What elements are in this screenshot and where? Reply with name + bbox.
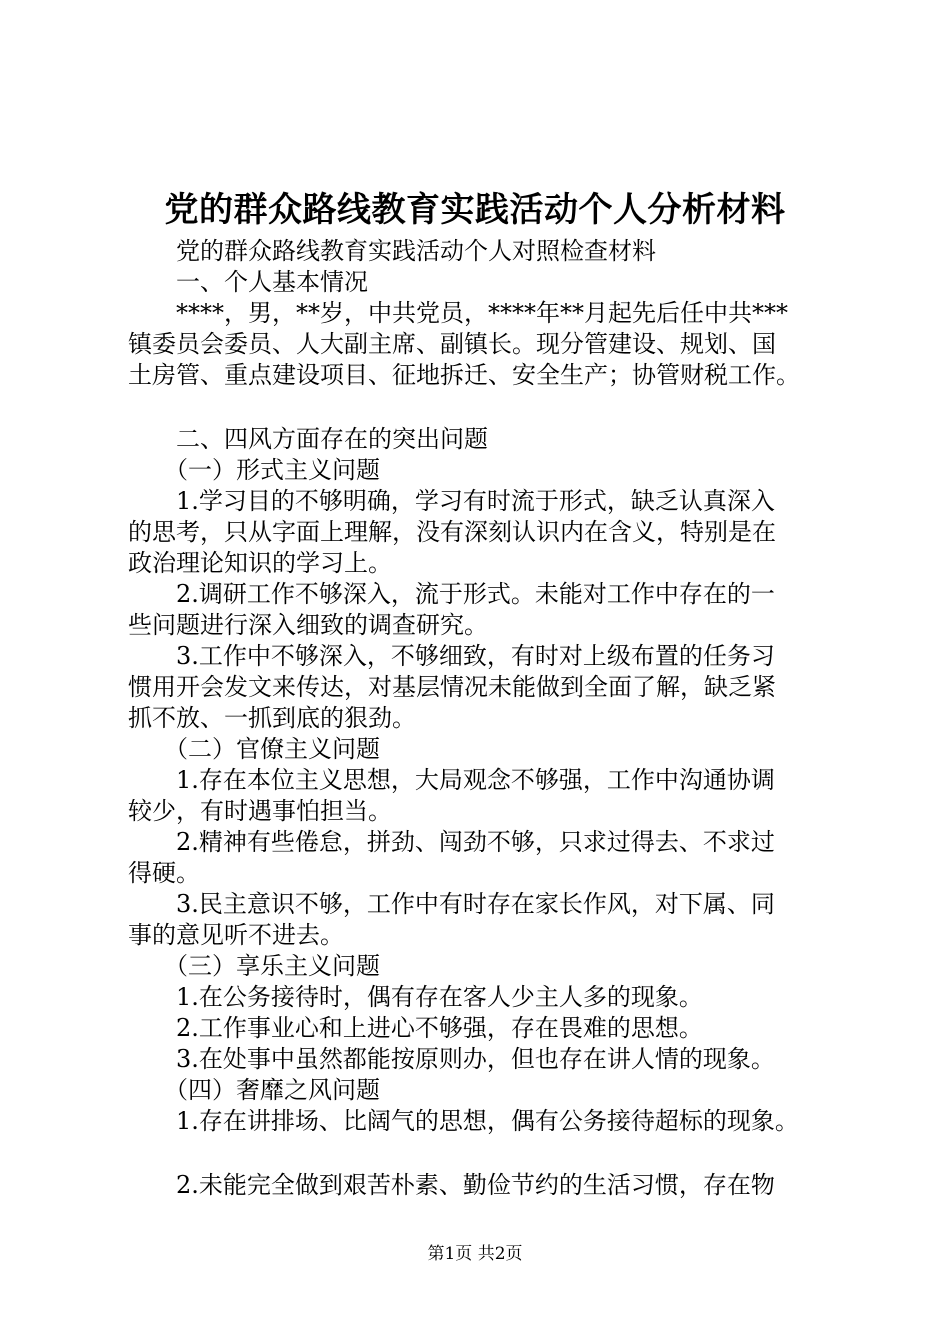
body-line: 土房管、重点建设项目、征地拆迁、安全生产；协管财税工作。 — [128, 361, 800, 389]
page-footer: 第1页 共2页 — [427, 1244, 523, 1264]
body-line: 的思考，只从字面上理解，没有深刻认识内在含义，特别是在 — [128, 518, 776, 546]
blank-line — [128, 391, 848, 424]
body-line: 1.在公务接待时，偶有存在客人少主人多的现象。 — [128, 983, 703, 1011]
body-line: 3.民主意识不够，工作中有时存在家长作风，对下属、同 — [128, 890, 775, 918]
body-line: ****，男，**岁，中共党员，****年**月起先后任中共*** — [128, 299, 788, 327]
body-line: 党的群众路线教育实践活动个人对照检查材料 — [128, 237, 656, 265]
body-line: 1.学习目的不够明确，学习有时流于形式，缺乏认真深入 — [128, 487, 775, 515]
body-line: （二）官僚主义问题 — [128, 735, 380, 763]
body-line: 较少，有时遇事怕担当。 — [128, 797, 392, 825]
body-line: 2.精神有些倦怠，拼劲、闯劲不够，只求过得去、不求过 — [128, 828, 775, 856]
body-line: 惯用开会发文来传达，对基层情况未能做到全面了解，缺乏紧 — [128, 673, 776, 701]
body-line: 政治理论知识的学习上。 — [128, 549, 392, 577]
body-line: 1.存在本位主义思想，大局观念不够强，工作中沟通协调 — [128, 766, 775, 794]
body-line: 抓不放、一抓到底的狠劲。 — [128, 704, 416, 732]
body-line: 3.在处事中虽然都能按原则办，但也存在讲人情的现象。 — [128, 1045, 775, 1073]
body-line: 事的意见听不进去。 — [128, 921, 344, 949]
body-line: （四）奢靡之风问题 — [128, 1076, 380, 1104]
document-body — [128, 236, 848, 1201]
body-line: 1.存在讲排场、比阔气的思想，偶有公务接待超标的现象。 — [128, 1107, 799, 1135]
body-line: （一）形式主义问题 — [128, 456, 380, 484]
blank-line — [128, 1137, 848, 1170]
body-line: 2.未能完全做到艰苦朴素、勤俭节约的生活习惯，存在物 — [128, 1171, 775, 1199]
body-line: 2.调研工作不够深入，流于形式。未能对工作中存在的一 — [128, 580, 775, 608]
body-line: 二、四风方面存在的突出问题 — [128, 425, 488, 453]
body-line: （三）享乐主义问题 — [128, 952, 380, 980]
body-line: 些问题进行深入细致的调查研究。 — [128, 611, 488, 639]
body-line: 镇委员会委员、人大副主席、副镇长。现分管建设、规划、国 — [128, 330, 776, 358]
body-line: 得硬。 — [128, 859, 200, 887]
body-line: 一、个人基本情况 — [128, 268, 368, 296]
body-line: 2.工作事业心和上进心不够强，存在畏难的思想。 — [128, 1014, 703, 1042]
document-title: 党的群众路线教育实践活动个人分析材料 — [164, 190, 786, 230]
body-line: 3.工作中不够深入，不够细致，有时对上级布置的任务习 — [128, 642, 775, 670]
